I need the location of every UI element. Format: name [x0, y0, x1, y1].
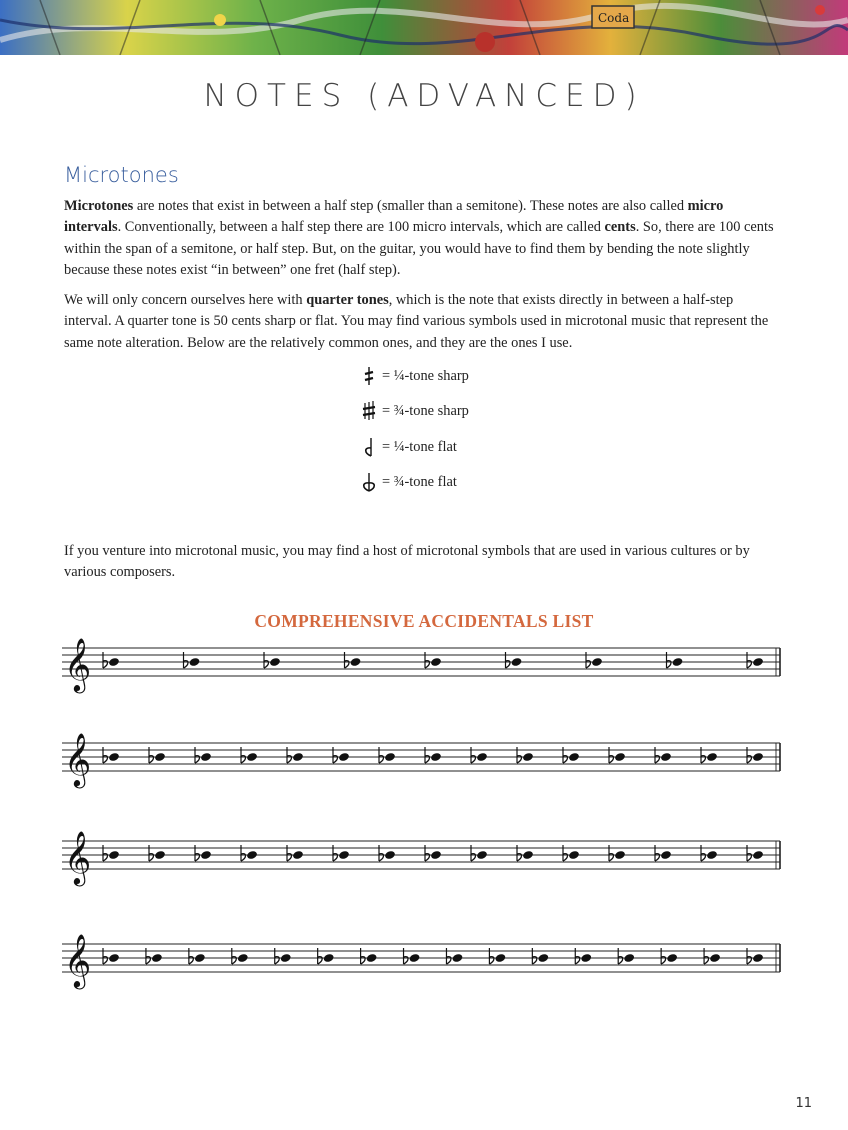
- section-heading: Microtones: [64, 163, 179, 187]
- symbol-row-quarter-flat: [362, 436, 457, 458]
- notehead: [151, 953, 163, 963]
- staff-3: [62, 831, 786, 891]
- note-with-accidental: [747, 948, 764, 964]
- treble-clef-icon: 𝄞: [64, 638, 92, 691]
- notehead: [338, 850, 350, 860]
- notehead: [200, 850, 212, 860]
- notehead: [752, 657, 764, 667]
- accidentals-list-title: COMPREHENSIVE ACCIDENTALS LIST: [254, 611, 594, 631]
- page-number: 11: [795, 1096, 812, 1111]
- notehead: [623, 953, 635, 963]
- note-with-accidental: [517, 747, 534, 763]
- note-with-accidental: [661, 948, 678, 964]
- note-with-accidental: [532, 948, 549, 964]
- note-with-accidental: [103, 845, 120, 861]
- notehead: [430, 850, 442, 860]
- notehead: [189, 657, 201, 667]
- note-with-accidental: [379, 747, 396, 763]
- note-with-accidental: [471, 845, 488, 861]
- note-with-accidental: [149, 845, 166, 861]
- notehead: [522, 752, 534, 762]
- paragraph-quarter-tones: [64, 290, 780, 354]
- notehead: [568, 752, 580, 762]
- notehead: [476, 850, 488, 860]
- note-with-accidental: [149, 747, 166, 763]
- notehead: [660, 850, 672, 860]
- note-with-accidental: [103, 747, 120, 763]
- note-with-accidental: [446, 948, 463, 964]
- note-with-accidental: [195, 845, 212, 861]
- note-with-accidental: [103, 948, 120, 964]
- notehead: [154, 850, 166, 860]
- note-with-accidental: [379, 845, 396, 861]
- notehead: [614, 752, 626, 762]
- notehead: [338, 752, 350, 762]
- notehead: [476, 752, 488, 762]
- notehead: [522, 850, 534, 860]
- notehead: [194, 953, 206, 963]
- notehead: [706, 850, 718, 860]
- note-with-accidental: [361, 948, 378, 964]
- note-with-accidental: [287, 747, 304, 763]
- treble-clef-icon: 𝄞: [64, 934, 92, 987]
- notehead: [384, 752, 396, 762]
- note-with-accidental: [425, 652, 442, 668]
- notehead: [366, 953, 378, 963]
- note-with-accidental: [575, 948, 592, 964]
- notehead: [292, 850, 304, 860]
- note-with-accidental: [146, 948, 163, 964]
- notehead: [246, 752, 258, 762]
- bold-term: Microtones: [64, 198, 134, 214]
- notehead: [430, 657, 442, 667]
- notehead: [237, 953, 249, 963]
- notehead: [537, 953, 549, 963]
- treble-clef-icon: 𝄞: [64, 733, 92, 786]
- note-with-accidental: [184, 652, 201, 668]
- note-with-accidental: [701, 747, 718, 763]
- note-with-accidental: [275, 948, 292, 964]
- notehead: [568, 850, 580, 860]
- quarter-sharp-icon: [362, 365, 376, 387]
- notehead: [384, 850, 396, 860]
- symbol-row-three-quarter-flat: [362, 471, 457, 493]
- note-with-accidental: [241, 747, 258, 763]
- svg-text:Coda: Coda: [598, 11, 630, 25]
- staff-1: [62, 638, 786, 698]
- note-with-accidental: [345, 652, 362, 668]
- notehead: [323, 953, 335, 963]
- note-with-accidental: [318, 948, 335, 964]
- text-run: We will only concern ourselves here with: [64, 292, 307, 308]
- note-with-accidental: [609, 845, 626, 861]
- note-with-accidental: [471, 747, 488, 763]
- notehead: [108, 657, 120, 667]
- note-with-accidental: [667, 652, 684, 668]
- notehead: [108, 752, 120, 762]
- note-with-accidental: [704, 948, 721, 964]
- text-run: . So, there are 100 cents within the span of a semitone, or half step. But, on the guitar, you would have to find them by bending the note slightly because these notes exist “in between” one fret (half step).: [64, 219, 774, 279]
- note-with-accidental: [287, 845, 304, 861]
- notehead: [494, 953, 506, 963]
- note-with-accidental: [563, 747, 580, 763]
- note-with-accidental: [404, 948, 421, 964]
- symbol-row-quarter-sharp: [362, 365, 469, 387]
- decorative-banner: [0, 0, 848, 55]
- notehead: [580, 953, 592, 963]
- note-with-accidental: [264, 652, 281, 668]
- notehead: [430, 752, 442, 762]
- note-with-accidental: [747, 845, 764, 861]
- note-with-accidental: [425, 747, 442, 763]
- notehead: [246, 850, 258, 860]
- notehead: [108, 850, 120, 860]
- notehead: [292, 752, 304, 762]
- notehead: [591, 657, 603, 667]
- notehead: [706, 752, 718, 762]
- notehead: [752, 953, 764, 963]
- bold-term: quarter tones: [306, 292, 389, 308]
- notehead: [350, 657, 362, 667]
- note-with-accidental: [586, 652, 603, 668]
- symbol-label: = ¾-tone sharp: [382, 402, 469, 419]
- three-quarter-sharp-icon: [362, 400, 376, 422]
- note-with-accidental: [506, 652, 523, 668]
- notehead: [108, 953, 120, 963]
- page-title: NOTES (ADVANCED): [203, 78, 645, 114]
- note-with-accidental: [425, 845, 442, 861]
- paragraph-microtonal-symbols: If you venture into microtonal music, you may find a host of microtonal symbols that are used in various cultures or by various composers.: [64, 543, 750, 581]
- notehead: [409, 953, 421, 963]
- note-with-accidental: [241, 845, 258, 861]
- notehead: [614, 850, 626, 860]
- note-with-accidental: [517, 845, 534, 861]
- notehead: [154, 752, 166, 762]
- quarter-flat-icon: [362, 436, 376, 458]
- note-with-accidental: [701, 845, 718, 861]
- notehead: [752, 752, 764, 762]
- note-with-accidental: [747, 747, 764, 763]
- note-with-accidental: [333, 845, 350, 861]
- notehead: [672, 657, 684, 667]
- bold-term: micro intervals: [64, 198, 724, 236]
- note-with-accidental: [655, 845, 672, 861]
- notehead: [666, 953, 678, 963]
- note-with-accidental: [655, 747, 672, 763]
- notehead: [511, 657, 523, 667]
- notehead: [752, 850, 764, 860]
- note-with-accidental: [563, 845, 580, 861]
- treble-clef-icon: 𝄞: [64, 831, 92, 884]
- symbol-label: = ¼-tone sharp: [382, 367, 469, 384]
- symbol-label: = ¼-tone flat: [382, 438, 457, 455]
- staff-4: [62, 934, 786, 994]
- notehead: [280, 953, 292, 963]
- bold-term: cents: [604, 219, 636, 236]
- notehead: [200, 752, 212, 762]
- notehead: [709, 953, 721, 963]
- note-with-accidental: [747, 652, 764, 668]
- note-with-accidental: [189, 948, 206, 964]
- text-run: are notes that exist in between a half step (smaller than a semitone). These notes are also called: [133, 198, 688, 214]
- symbol-row-three-quarter-sharp: [362, 400, 469, 422]
- symbol-label: = ¾-tone flat: [382, 473, 457, 490]
- text-run: . Conventionally, between a half step there are 100 micro intervals, which are called: [117, 219, 605, 236]
- note-with-accidental: [609, 747, 626, 763]
- notehead: [660, 752, 672, 762]
- text-run: , which is the note that exists directly in between a half-step interval. A quarter tone is 50 cents sharp or flat. You may find various symbols used in microtonal music that represent the same note alteration. Below are the relatively common ones, and they are the ones I use.: [64, 292, 769, 351]
- note-with-accidental: [489, 948, 506, 964]
- note-with-accidental: [103, 652, 120, 668]
- staff-2: [62, 733, 786, 793]
- note-with-accidental: [232, 948, 249, 964]
- note-with-accidental: [333, 747, 350, 763]
- three-quarter-flat-icon: [362, 471, 376, 493]
- notehead: [452, 953, 464, 963]
- note-with-accidental: [618, 948, 635, 964]
- paragraph-microtones-definition: [64, 196, 780, 282]
- note-with-accidental: [195, 747, 212, 763]
- notehead: [269, 657, 281, 667]
